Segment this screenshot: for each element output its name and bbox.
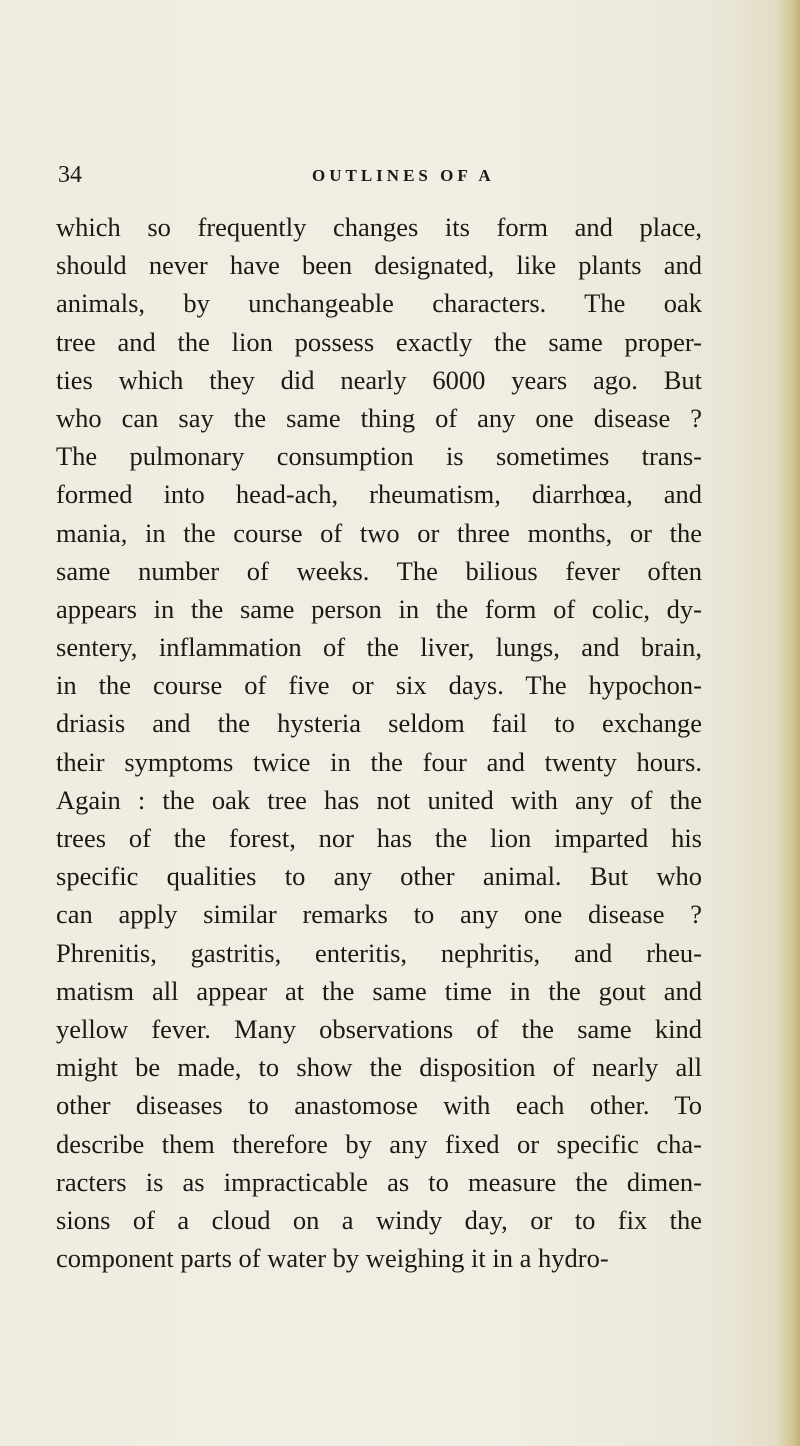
running-head: OUTLINES OF A xyxy=(312,166,495,185)
text-line: racters is as impracticable as to measure the dimen- xyxy=(56,1166,702,1197)
text-line: trees of the forest, nor has the lion imparted his xyxy=(56,823,702,853)
text-line: driasis and the hysteria seldom fail to exchange xyxy=(56,708,702,739)
text-line: which so frequently changes its form and place, xyxy=(56,212,702,242)
text-line: tree and the lion possess exactly the same proper- xyxy=(56,326,702,357)
page-header xyxy=(58,160,698,192)
text-line: sions of a cloud on a windy day, or to fix the xyxy=(56,1204,702,1235)
text-line: can apply similar remarks to any one disease ? xyxy=(56,899,702,930)
text-line: might be made, to show the disposition of nearly all xyxy=(56,1052,702,1083)
text-line: yellow fever. Many observations of the same kind xyxy=(56,1013,702,1044)
text-line: formed into head-ach, rheumatism, diarrhœa, and xyxy=(56,479,702,510)
text-line: specific qualities to any other animal. But who xyxy=(56,861,702,892)
text-line: sentery, inflammation of the liver, lungs, and brain, xyxy=(56,632,702,663)
text-line: animals, by unchangeable characters. The oak xyxy=(56,288,702,319)
text-line: should never have been designated, like plants and xyxy=(56,250,702,281)
text-line: mania, in the course of two or three months, or the xyxy=(56,517,702,548)
text-line: who can say the same thing of any one disease ? xyxy=(56,402,702,433)
text-line: other diseases to anastomose with each other. To xyxy=(56,1090,702,1121)
text-line: ties which they did nearly 6000 years ago. But xyxy=(56,364,702,395)
text-line: describe them therefore by any fixed or specific cha- xyxy=(56,1128,702,1159)
body-text xyxy=(56,208,702,1277)
text-line: appears in the same person in the form of colic, dy- xyxy=(56,593,702,624)
text-line: in the course of five or six days. The hypochon- xyxy=(56,670,702,701)
page-number: 34 xyxy=(58,162,82,188)
page-edge-shading xyxy=(778,0,800,1446)
text-line: The pulmonary consumption is sometimes trans- xyxy=(56,441,702,472)
text-line: their symptoms twice in the four and twenty hours. xyxy=(56,746,702,777)
text-line: matism all appear at the same time in the gout and xyxy=(56,975,702,1006)
text-line: same number of weeks. The bilious fever often xyxy=(56,555,702,586)
text-line: Phrenitis, gastritis, enteritis, nephritis, and rheu- xyxy=(56,937,702,968)
text-line: Again : the oak tree has not united with any of the xyxy=(56,784,702,815)
text-line: component parts of water by weighing it in a hydro- xyxy=(56,1243,609,1274)
